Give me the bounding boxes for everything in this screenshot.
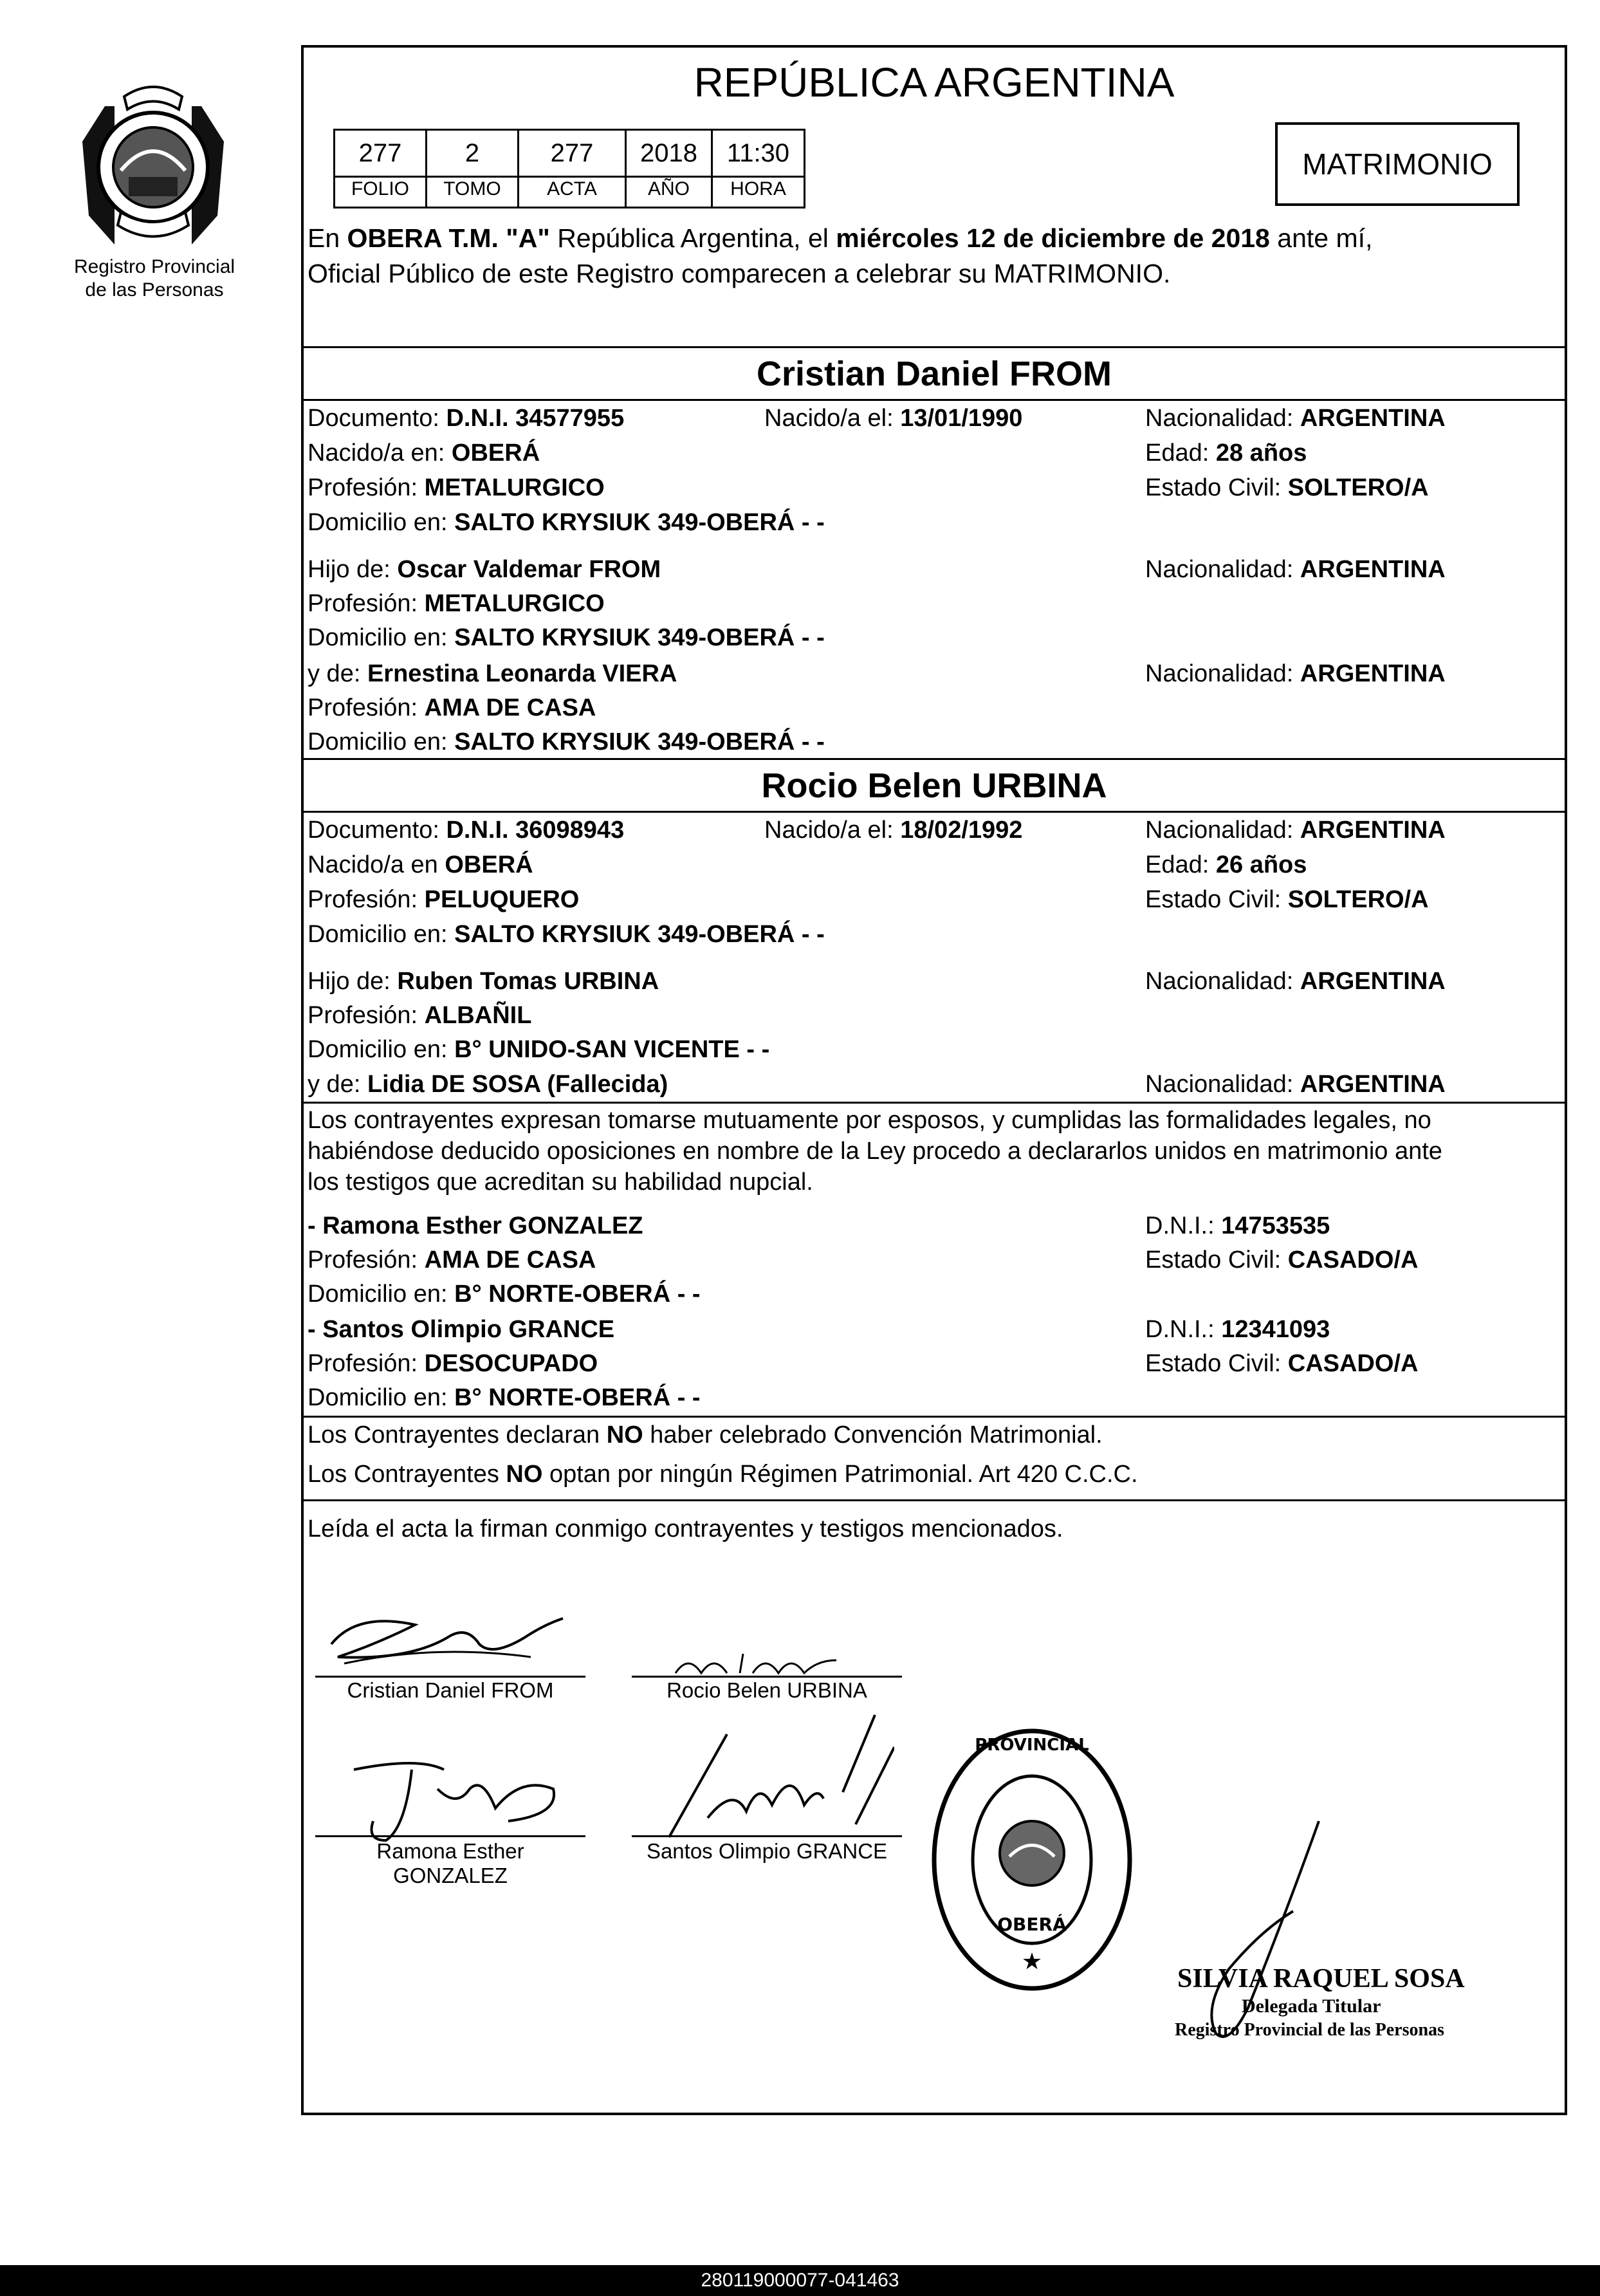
witness2-address — [308, 1383, 701, 1412]
spouse2-father-address — [308, 1035, 769, 1064]
label: Domicilio en: — [308, 1036, 455, 1063]
spouse1-nationality — [1145, 403, 1446, 433]
value: ARGENTINA — [1300, 968, 1446, 995]
value: OBERÁ — [451, 440, 540, 467]
value: 28 años — [1215, 440, 1307, 467]
value: ARGENTINA — [1300, 405, 1446, 432]
spouse2-born-in — [308, 850, 533, 880]
misiones-crest-icon — [76, 80, 230, 251]
value: 12341093 — [1221, 1316, 1330, 1343]
folio-label: FOLIO — [335, 176, 425, 201]
cell-tomo — [425, 129, 519, 208]
value: METALURGICO — [424, 590, 605, 617]
text: haber celebrado Convención Matrimonial. — [643, 1421, 1103, 1449]
tomo-value: 2 — [464, 139, 480, 167]
label: Domicilio en: — [308, 509, 455, 536]
declaration-line-2: habiéndose deducido oposiciones en nombre de la Ley procedo a declararlos unidos en matrimonio ante — [308, 1138, 1442, 1165]
label: Edad: — [1145, 440, 1216, 467]
signature-caption-2: Rocio Belen URBINA — [667, 1678, 867, 1702]
label: Profesión: — [308, 1350, 425, 1377]
label: Nacionalidad: — [1145, 405, 1300, 432]
signature-ramona — [341, 1750, 573, 1847]
spouse2-civil-status — [1145, 885, 1429, 914]
spouse2-father-profession — [308, 1001, 531, 1030]
convention-line-2 — [308, 1459, 1138, 1489]
signature-caption-4: Santos Olimpio GRANCE — [646, 1839, 888, 1863]
spouse1-age — [1145, 438, 1307, 468]
divider-declaration — [301, 1102, 1567, 1104]
label: Nacido/a en: — [308, 440, 452, 467]
label: Edad: — [1145, 851, 1216, 878]
country-title: REPÚBLICA ARGENTINA — [694, 59, 1175, 106]
divider-spouse1 — [301, 346, 1567, 348]
spouse1-document — [308, 403, 624, 433]
convention-line-1 — [308, 1420, 1103, 1450]
divider-spouse1-name — [301, 399, 1567, 401]
label: y de: — [308, 660, 367, 687]
value: ALBAÑIL — [424, 1002, 532, 1029]
emphasis: NO — [506, 1461, 543, 1488]
label: Profesión: — [308, 474, 425, 501]
value: ARGENTINA — [1300, 556, 1446, 583]
label: Domicilio en: — [308, 1281, 455, 1308]
spouse2-born-on — [764, 815, 1022, 845]
spouse1-name: Cristian Daniel FROM — [756, 355, 1112, 393]
witness1-civil-status — [1145, 1245, 1418, 1275]
value: Lidia DE SOSA (Fallecida) — [367, 1071, 668, 1098]
witness1-profession — [308, 1245, 596, 1275]
label: Profesión: — [308, 694, 425, 721]
value: ARGENTINA — [1300, 660, 1446, 687]
label: D.N.I.: — [1145, 1316, 1222, 1343]
act-type: MATRIMONIO — [1302, 147, 1493, 181]
divider-spouse2-name — [301, 811, 1567, 813]
signature-santos — [650, 1708, 894, 1847]
witness1-dni — [1145, 1211, 1330, 1241]
registry-seal — [929, 1725, 1135, 1995]
intro-line-2: Oficial Público de este Registro comparecen a celebrar su MATRIMONIO. — [308, 259, 1171, 288]
signature-cristian — [318, 1599, 569, 1676]
signature-caption-3a: Ramona Esther — [376, 1839, 524, 1863]
label: Profesión: — [308, 1246, 425, 1273]
footer-code: 280119000077-041463 — [701, 2270, 899, 2291]
value: AMA DE CASA — [424, 1246, 596, 1273]
seal-top-text: PROVINCIAL — [975, 1736, 1089, 1755]
label: Domicilio en: — [308, 728, 455, 755]
spouse2-mother — [308, 1069, 668, 1099]
spouse1-address — [308, 508, 825, 537]
spouse2-father — [308, 967, 659, 996]
intro-date: miércoles 12 de diciembre de 2018 — [836, 223, 1270, 253]
label: Hijo de: — [308, 556, 398, 583]
spouse1-mother-nationality — [1145, 659, 1446, 689]
value: Oscar Valdemar FROM — [397, 556, 661, 583]
witness2-dni — [1145, 1315, 1330, 1344]
value: CASADO/A — [1287, 1350, 1419, 1377]
value: SOLTERO/A — [1287, 886, 1429, 913]
witness2-name: - Santos Olimpio GRANCE — [308, 1316, 615, 1343]
value: OBERÁ — [445, 851, 533, 878]
label: Domicilio en: — [308, 624, 455, 651]
intro-line-1 — [308, 222, 1372, 254]
label: Domicilio en: — [308, 921, 455, 948]
value: B° UNIDO-SAN VICENTE - - — [454, 1036, 770, 1063]
value: SALTO KRYSIUK 349-OBERÁ - - — [454, 509, 825, 536]
hora-label: HORA — [713, 176, 804, 201]
hora-value: 11:30 — [726, 139, 790, 167]
value: SALTO KRYSIUK 349-OBERÁ - - — [454, 624, 825, 651]
act-type-box — [1275, 122, 1520, 206]
intro-post: ante mí, — [1269, 223, 1373, 253]
spouse2-document — [308, 815, 624, 845]
text: Los Contrayentes — [308, 1461, 506, 1488]
value: AMA DE CASA — [424, 694, 596, 721]
cell-hora — [711, 129, 805, 208]
acta-value: 277 — [550, 139, 594, 167]
label: Documento: — [308, 817, 446, 844]
signature-line-3 — [315, 1835, 585, 1837]
spouse1-mother-profession — [308, 693, 596, 723]
value: SALTO KRYSIUK 349-OBERÁ - - — [454, 728, 825, 755]
value: Ruben Tomas URBINA — [397, 968, 659, 995]
value: 13/01/1990 — [900, 405, 1023, 432]
spouse1-born-in — [308, 438, 540, 468]
spouse2-age — [1145, 850, 1307, 880]
acta-label: ACTA — [519, 176, 625, 201]
label: Profesión: — [308, 1002, 425, 1029]
witness2-profession — [308, 1349, 598, 1378]
label: Nacionalidad: — [1145, 817, 1300, 844]
spouse1-civil-status — [1145, 473, 1429, 503]
spouse1-mother-address — [308, 727, 825, 757]
signature-caption-3b: GONZALEZ — [393, 1864, 508, 1887]
spouse2-father-nationality — [1145, 967, 1446, 996]
value: B° NORTE-OBERÁ - - — [454, 1384, 701, 1411]
witness1-name: - Ramona Esther GONZALEZ — [308, 1212, 643, 1239]
value: 14753535 — [1221, 1212, 1330, 1239]
label: Estado Civil: — [1145, 1246, 1288, 1273]
value: Ernestina Leonarda VIERA — [367, 660, 677, 687]
value: 26 años — [1215, 851, 1307, 878]
tomo-label: TOMO — [427, 176, 517, 201]
folio-value: 277 — [358, 139, 402, 167]
label: Domicilio en: — [308, 1384, 455, 1411]
seal-city: OBERÁ — [997, 1914, 1067, 1935]
registry-logo — [76, 80, 230, 251]
label: Documento: — [308, 405, 446, 432]
cell-folio — [333, 129, 427, 208]
text: Los Contrayentes declaran — [308, 1421, 607, 1449]
spouse2-profession — [308, 885, 579, 914]
cell-ano — [625, 129, 713, 208]
seal-star-icon: ★ — [1021, 1949, 1043, 1975]
label: Nacido/a en — [308, 851, 445, 878]
intro-mid: República Argentina, el — [549, 223, 836, 253]
signature-rocio — [669, 1647, 843, 1680]
label: Estado Civil: — [1145, 1350, 1288, 1377]
label: Nacido/a el: — [764, 405, 901, 432]
label: Nacido/a el: — [764, 817, 901, 844]
ano-value: 2018 — [640, 139, 697, 167]
label: Profesión: — [308, 886, 425, 913]
value: 18/02/1992 — [900, 817, 1023, 844]
signature-line-1 — [315, 1676, 585, 1678]
declaration-line-1: Los contrayentes expresan tomarse mutuamente por esposos, y cumplidas las formalidades legales, no — [308, 1107, 1431, 1134]
label: Estado Civil: — [1145, 474, 1288, 501]
spouse2-name: Rocio Belen URBINA — [761, 766, 1107, 805]
witness2-civil-status — [1145, 1349, 1418, 1378]
official-org: Registro Provincial de las Personas — [1175, 2020, 1444, 2040]
intro-place: OBERA T.M. "A" — [347, 223, 550, 253]
spouse1-father-profession — [308, 589, 605, 618]
footer-bar — [0, 2265, 1600, 2296]
label: Nacionalidad: — [1145, 968, 1300, 995]
value: SALTO KRYSIUK 349-OBERÁ - - — [454, 921, 825, 948]
value: DESOCUPADO — [424, 1350, 598, 1377]
divider-spouse2 — [301, 758, 1567, 760]
witness1-address — [308, 1279, 701, 1309]
label: Nacionalidad: — [1145, 556, 1300, 583]
signature-line-4 — [632, 1835, 902, 1837]
value: D.N.I. 36098943 — [446, 817, 625, 844]
value: B° NORTE-OBERÁ - - — [454, 1281, 701, 1308]
label: Hijo de: — [308, 968, 398, 995]
value: SOLTERO/A — [1287, 474, 1429, 501]
spouse2-mother-nationality — [1145, 1069, 1446, 1099]
seal-icon — [929, 1725, 1135, 1995]
label: Nacionalidad: — [1145, 660, 1300, 687]
value: METALURGICO — [424, 474, 605, 501]
spouse1-profession — [308, 473, 605, 503]
spouse2-address — [308, 920, 825, 949]
label: Estado Civil: — [1145, 886, 1288, 913]
label: D.N.I.: — [1145, 1212, 1222, 1239]
cell-acta — [517, 129, 627, 208]
divider-closing — [301, 1499, 1567, 1501]
label: Nacionalidad: — [1145, 1071, 1300, 1098]
intro-pre: En — [308, 223, 347, 253]
official-title: Delegada Titular — [1242, 1995, 1381, 2017]
value: D.N.I. 34577955 — [446, 405, 625, 432]
official-name: SILVIA RAQUEL SOSA — [1177, 1964, 1465, 1994]
signature-line-2 — [632, 1676, 902, 1678]
spouse1-father-nationality — [1145, 555, 1446, 584]
spouse1-father — [308, 555, 661, 584]
signature-caption-1: Cristian Daniel FROM — [347, 1678, 554, 1702]
registry-name-line2: de las Personas — [85, 279, 224, 301]
spouse1-father-address — [308, 623, 825, 653]
value: PELUQUERO — [424, 886, 580, 913]
text: optan por ningún Régimen Patrimonial. Art 420 C.C.C. — [542, 1461, 1138, 1488]
registry-name-line1: Registro Provincial — [73, 256, 235, 277]
ano-label: AÑO — [627, 176, 711, 201]
declaration-line-3: los testigos que acreditan su habilidad nupcial. — [308, 1169, 813, 1196]
value: ARGENTINA — [1300, 817, 1446, 844]
divider-conventions — [301, 1416, 1567, 1418]
value: CASADO/A — [1287, 1246, 1419, 1273]
closing-statement: Leída el acta la firman conmigo contrayentes y testigos mencionados. — [308, 1515, 1063, 1542]
label: Profesión: — [308, 590, 425, 617]
emphasis: NO — [606, 1421, 643, 1449]
spouse2-nationality — [1145, 815, 1446, 845]
spouse1-born-on — [764, 403, 1022, 433]
label: y de: — [308, 1071, 367, 1098]
spouse1-mother — [308, 659, 677, 689]
value: ARGENTINA — [1300, 1071, 1446, 1098]
